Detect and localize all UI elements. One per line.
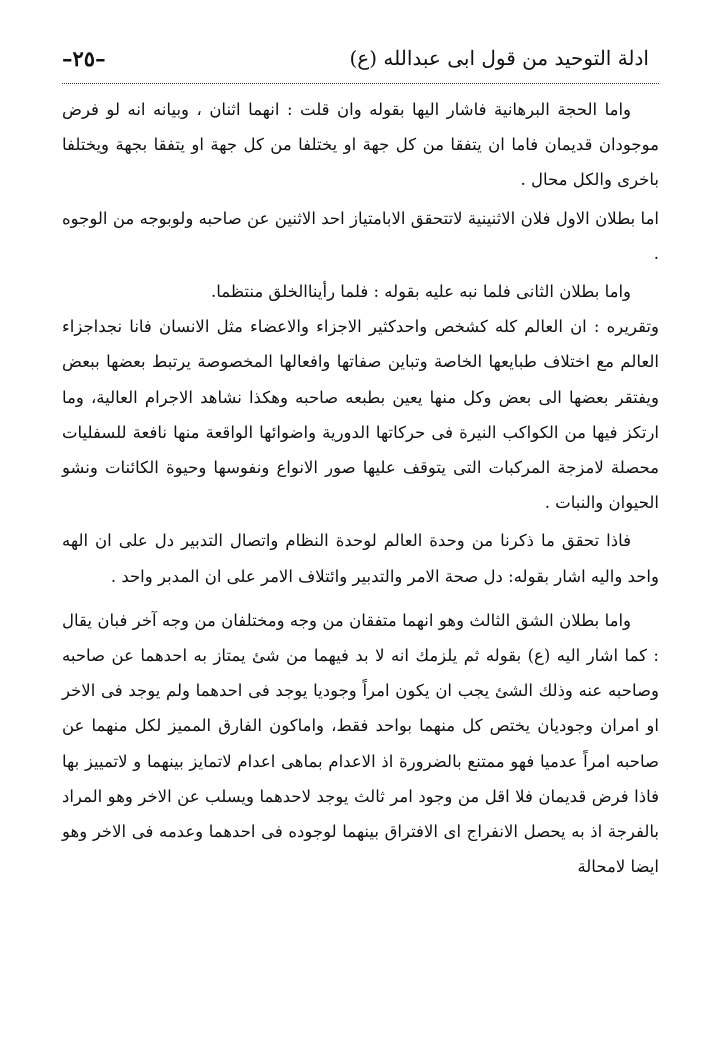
paragraph-second-case: واما بطلان الثانى فلما نبه عليه بقوله : فلما رأيناالخلق منتظما. [211, 282, 631, 302]
paragraph-first-case: اما بطلان الاول فلان الاثنينية لاتتحقق الابامتياز احد الاثنين عن صاحبه ولوبوجه من الوجوه . [62, 208, 659, 263]
paragraph-explanation: وتقريره : ان العالم كله كشخص واحدكثير الاجزاء والاعضاء مثل الانسان فانا نجداجزاء العالم مع اختلاف طبايعها الخاصة وتباين صفاتها وافعالها المخصوصة يرتبط بعضها ببعض ويفتقر بعضها الى بعض وكل منها يعين بطبعه صاحبه وهكذا نشاهد الاجرام العالية، وما ارتكز فيها من الكواكب النيرة فى حركاتها الدورية واضوائها الواقعة منها نافعة للسفليات محصلة لامزجة المركبات التى يتوقف عليها صور الانواع ونفوسها وحيوة الكائنات ونشو الحيوان والنبات . [62, 317, 659, 513]
running-title: ادلة التوحيد من قول ابى عبدالله (ع) [349, 46, 649, 70]
body-text [62, 92, 659, 884]
header-divider [62, 83, 659, 84]
page-number: –٢٥– [62, 46, 106, 71]
paragraph-unity-of-order: فاذا تحقق ما ذكرنا من وحدة العالم لوحدة النظام واتصال التدبير دل على ان الهه واحد واليه اشار بقوله: دل صحة الامر والتدبير وائتلاف الامر على ان المدبر واحد . [62, 531, 659, 586]
paragraph-proof-intro: واما الحجة البرهانية فاشار اليها بقوله وان قلت : انهما اثنان ، وبيانه انه لو فرض موجودان قديمان فاما ان يتفقا من كل جهة او يختلفا من كل جهة او يتفقا بجهة ويختلفا باخرى والكل محال . [62, 100, 659, 190]
paragraph-third-case: واما بطلان الشق الثالث وهو انهما متفقان من وجه ومختلفان من وجه آخر فبان يقال : كما اشار اليه (ع) بقوله ثم يلزمك انه لا بد فيهما من شئ يمتاز به احدهما عن صاحبه وصاحبه عنه وذلك الشئ يجب ان يكون امراً وجوديا يوجد فى احدهما ولم يوجد فى الاخر او امران وجوديان يختص كل منهما بواحد فقط، واماكون الفارق المميز لكل منهما عن صاحبه امراً عدميا فهو ممتنع بالضرورة اذ الاعدام بماهى اعدام لاتمايز بينهما و لاتمييز بها فاذا فرض قديمان فلا اقل من وجود امر ثالث يوجد لاحدهما ويسلب عن الاخر وهو المراد بالفرجة اذ به يحصل الانفراج اى الافتراق بينهما لوجوده فى احدهما وعدمه فى الاخر وهو ايضا لامحالة [62, 610, 659, 877]
page-header [62, 40, 649, 80]
